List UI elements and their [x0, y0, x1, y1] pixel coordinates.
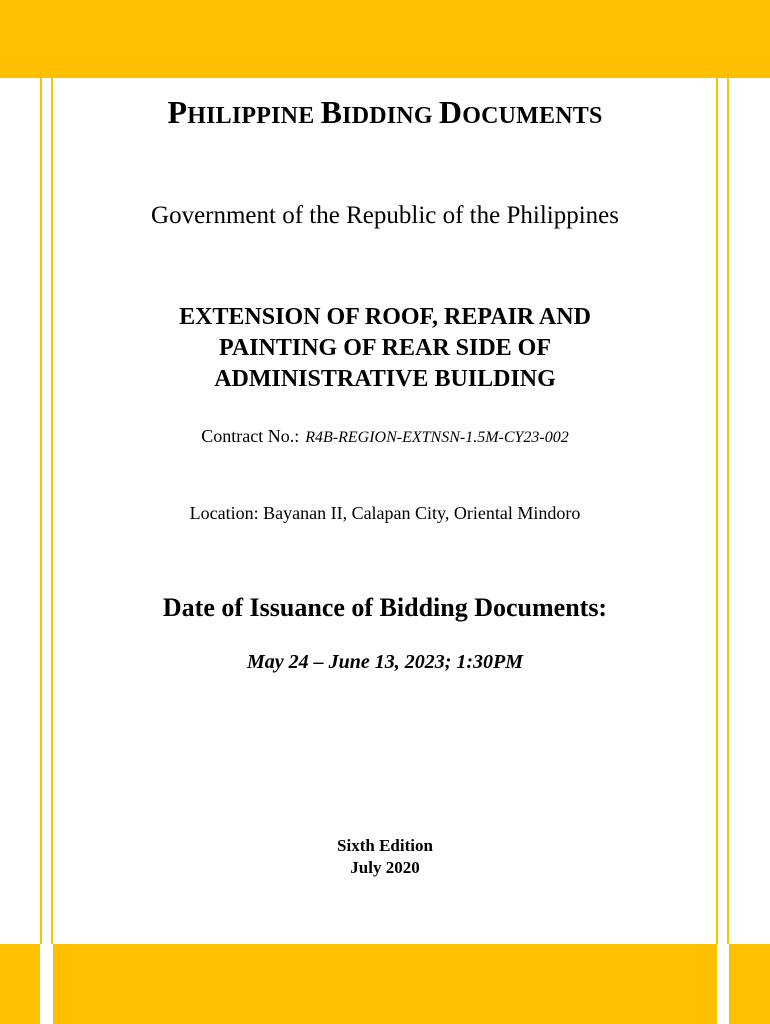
contract-number: R4B-REGION-EXTNSN-1.5M-CY23-002: [305, 429, 569, 446]
issuance-heading: Date of Issuance of Bidding Documents:: [162, 593, 608, 622]
document-title: [0, 94, 770, 131]
bottom-accent-band-left: [0, 944, 40, 1024]
title-initial: D: [438, 94, 463, 130]
project-title: [120, 302, 650, 395]
top-accent-band: [0, 0, 770, 78]
contract-number-line: [0, 426, 770, 447]
title-initial: P: [167, 94, 188, 130]
title-word: OCUMENTS: [462, 103, 603, 129]
title-word: HILIPPINE: [187, 103, 321, 129]
contract-label: Contract No.:: [201, 426, 300, 446]
project-title-line: ADMINISTRATIVE BUILDING: [214, 366, 556, 392]
bottom-accent-band-right: [729, 944, 770, 1024]
edition-block: [0, 835, 770, 879]
edition-label: Sixth Edition: [337, 836, 433, 855]
project-title-line: PAINTING OF REAR SIDE OF: [218, 335, 552, 361]
title-initial: B: [320, 94, 343, 130]
location-line: Location: Bayanan II, Calapan City, Oriental Mindoro: [189, 503, 581, 523]
bottom-accent-band: [53, 944, 717, 1024]
title-word: IDDING: [342, 103, 439, 129]
edition-date: July 2020: [350, 858, 420, 877]
government-name: Government of the Republic of the Philippines: [151, 202, 619, 229]
issuance-date: May 24 – June 13, 2023; 1:30PM: [246, 651, 524, 673]
project-title-line: EXTENSION OF ROOF, REPAIR AND: [179, 304, 591, 330]
